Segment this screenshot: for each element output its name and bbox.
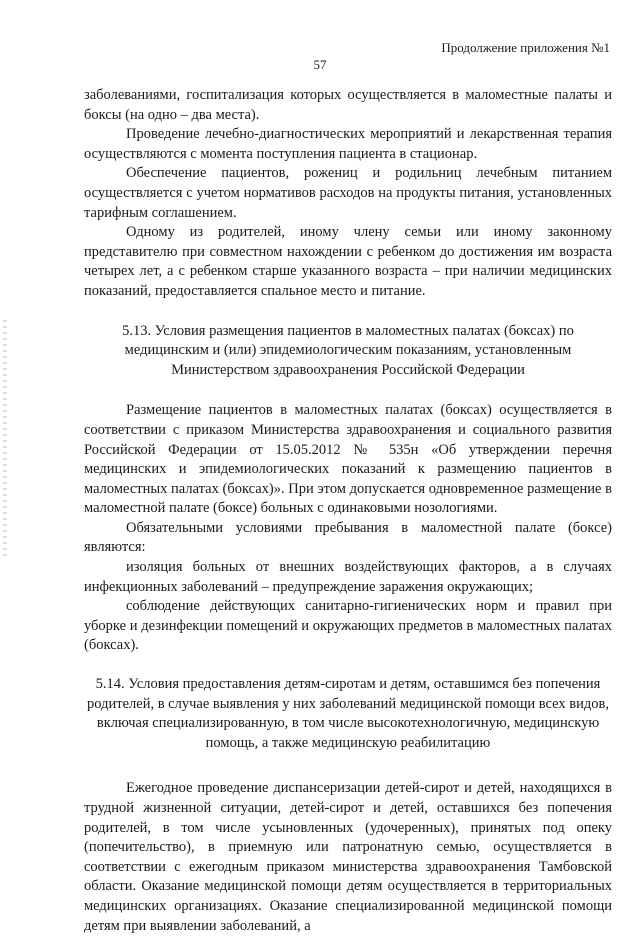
body-paragraph: Ежегодное проведение диспансеризации детей-сирот и детей, находящихся в трудной жизненной ситуации, детей-сирот и детей, оставшихся без попечения родителей, в том числе усыновленных (удочеренных), принятых под опеку (попечительство), в приемную или патронатную семью, осуществляется в соответствии с ежегодным приказом министерства здравоохранения Тамбовской области. Оказание медицинской помощи детям осуществляется в территориальных медицинских организациях. Оказание специализированной медицинской помощи детям при выявлении заболеваний, а (84, 780, 612, 934)
body-paragraph: Обеспечение пациентов, рожениц и родильниц лечебным питанием осуществляется с учетом нормативов расходов на продукты питания, установленных тарифным соглашением. (84, 165, 612, 221)
list-item: изоляция больных от внешних воздействующих факторов, а в случаях инфекционных заболеваний – предупреждение заражения окружающих; (84, 559, 612, 595)
body-paragraph: Размещение пациентов в маломестных палатах (боксах) осуществляется в соответствии с приказом Министерства здравоохранения и социального развития Российской Федерации от 15.05.2012 № 535н «Об утверждении перечня медицинских и эпидемиологических показаний к размещению пациентов в маломестных палатах (боксах)». При этом допускается одновременное размещение в маломестной палате (боксе) больных с одинаковыми нозологиями. (84, 402, 612, 517)
appendix-note: Продолжение приложения №1 (441, 40, 610, 55)
body-paragraph: Обязательными условиями пребывания в маломестной палате (боксе) являются: (84, 519, 612, 556)
document-body (84, 86, 612, 936)
body-paragraph: Одному из родителей, иному члену семьи или иному законному представителю при совместном нахождении с ребенком до достижения им возраста четырех лет, а с ребенком старше указанного возраста – при наличии медицинских показаний, предоставляется спальное место и питание. (84, 224, 612, 299)
scan-margin-mark (3, 320, 7, 560)
page-number: 57 (313, 57, 327, 72)
section-heading: 5.14. Условия предоставления детям-сиротам и детям, оставшимся без попечения родителей, в случае выявления у них заболеваний медицинской помощи всех видов, включая специализированную, в том числе высокотехнологичную, медицинскую помощь, а также медицинскую реабилитацию (87, 676, 609, 751)
body-paragraph: заболеваниями, госпитализация которых осуществляется в маломестные палаты и боксы (на одно – два места). (84, 87, 612, 123)
body-paragraph: Проведение лечебно-диагностических мероприятий и лекарственная терапия осуществляются с момента поступления пациента в стационар. (84, 126, 612, 162)
section-heading: 5.13. Условия размещения пациентов в маломестных палатах (боксах) по медицинским и (или) эпидемиологическим показаниям, установленным Министерством здравоохранения Российской Федерации (122, 322, 574, 378)
list-item: соблюдение действующих санитарно-гигиенических норм и правил при уборке и дезинфекции помещений и окружающих предметов в маломестных палатах (боксах). (84, 598, 612, 654)
